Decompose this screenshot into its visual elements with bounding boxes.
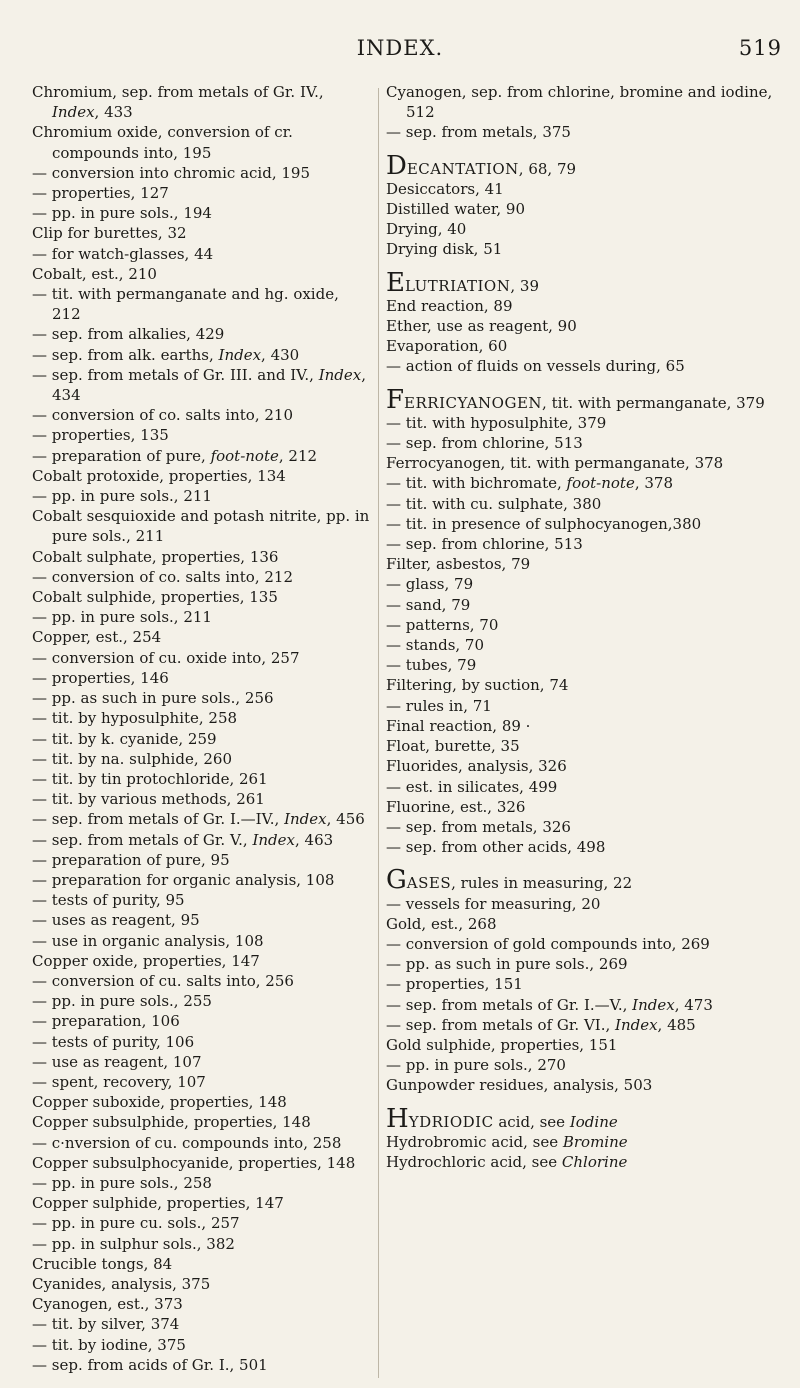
index-letter-section [386, 82, 784, 143]
index-entry: — preparation of pure, 95 [32, 850, 230, 869]
index-entry: Hydrobromic acid, see Bromine [386, 1132, 628, 1151]
index-entry: Gunpowder residues, analysis, 503 [386, 1076, 653, 1095]
index-entry: — sep. from metals of Gr. III. and IV., Index, 434 [32, 365, 366, 405]
index-entry: — tit. by k. cyanide, 259 [32, 729, 217, 748]
index-entry: Cobalt sesquioxide and potash nitrite, pp. in pure sols., 211 [32, 507, 370, 546]
index-letter-section [386, 384, 784, 858]
index-entry: — glass, 79 [386, 575, 474, 594]
index-entry: — conversion of co. salts into, 212 [32, 567, 294, 586]
index-entry: Cyanogen, est., 373 [32, 1295, 183, 1314]
index-entry: DECANTATION, 68, 79 [386, 150, 577, 181]
index-entry: — sep. from metals, 375 [386, 123, 571, 142]
index-entry: — pp. in pure sols., 211 [32, 608, 212, 627]
index-entry: — sep. from metals of Gr. V., Index, 463 [32, 830, 334, 849]
index-entry: — use as reagent, 107 [32, 1052, 202, 1071]
index-entry: Fluorides, analysis, 326 [386, 757, 567, 776]
index-entry: Copper sulphide, properties, 147 [32, 1194, 284, 1213]
index-entry: Evaporation, 60 [386, 337, 508, 356]
index-entry: — conversion of co. salts into, 210 [32, 406, 294, 425]
index-entry: — pp. in pure cu. sols., 257 [32, 1214, 240, 1233]
index-entry: — tests of purity, 106 [32, 1032, 195, 1051]
index-entry: Copper subsulphide, properties, 148 [32, 1113, 311, 1132]
index-entry: — tit. by iodine, 375 [32, 1335, 186, 1354]
index-entry: Clip for burettes, 32 [32, 224, 187, 243]
index-entry: — tests of purity, 95 [32, 891, 185, 910]
index-entry: ELUTRIATION, 39 [386, 267, 539, 298]
index-entry: — sep. from alk. earths, Index, 430 [32, 345, 300, 364]
index-letter-section [386, 267, 784, 377]
index-entry: — patterns, 70 [386, 615, 499, 634]
index-entry: — sep. from chlorine, 513 [386, 535, 583, 554]
index-letter-section [386, 150, 784, 260]
index-entry: — stands, 70 [386, 636, 485, 655]
index-entry: Filter, asbestos, 79 [386, 555, 531, 574]
index-entry: Ether, use as reagent, 90 [386, 317, 577, 336]
index-entry: Fluorine, est., 326 [386, 797, 526, 816]
index-entry: FERRICYANOGEN, tit. with permanganate, 379 [386, 384, 765, 415]
index-entry: Copper subsulphocyanide, properties, 148 [32, 1153, 356, 1172]
index-entry: — sep. from chlorine, 513 [386, 434, 583, 453]
index-entry: — for watch-glasses, 44 [32, 244, 214, 263]
index-entry: Copper oxide, properties, 147 [32, 951, 260, 970]
index-entry: — sep. from metals, 326 [386, 817, 571, 836]
index-entry: HYDRIODIC acid, see Iodine [386, 1103, 618, 1134]
index-entry: — sep. from acids of Gr. I., 501 [32, 1355, 268, 1374]
index-entry: Final reaction, 89 · [386, 716, 531, 735]
index-entry: Cyanides, analysis, 375 [32, 1274, 211, 1293]
index-entry: Hydrochloric acid, see Chlorine [386, 1152, 628, 1171]
left-index-column [32, 82, 370, 1375]
index-entry: — spent, recovery, 107 [32, 1072, 206, 1091]
index-entry: — pp. in pure sols., 255 [32, 992, 212, 1011]
index-entry: Cobalt sulphate, properties, 136 [32, 547, 279, 566]
index-entry: — preparation for organic analysis, 108 [32, 870, 335, 889]
index-entry: — tit. by various methods, 261 [32, 790, 265, 809]
index-entry: — conversion of cu. oxide into, 257 [32, 648, 300, 667]
index-entry: — preparation, 106 [32, 1012, 180, 1031]
index-entry: Cobalt, est., 210 [32, 264, 157, 283]
index-entry: — tubes, 79 [386, 656, 477, 675]
index-entry: — sep. from alkalies, 429 [32, 325, 225, 344]
index-entry: Float, burette, 35 [386, 737, 520, 756]
index-entry: — tit. by na. sulphide, 260 [32, 749, 233, 768]
right-index-column [386, 82, 784, 1172]
index-entry: — action of fluids on vessels during, 65 [386, 357, 685, 376]
index-entry: — properties, 135 [32, 426, 169, 445]
index-entry: Cobalt sulphide, properties, 135 [32, 588, 278, 607]
index-entry: — properties, 146 [32, 668, 169, 687]
index-entry: — uses as reagent, 95 [32, 911, 200, 930]
running-head-title: INDEX. [356, 36, 444, 60]
index-entry: Copper, est., 254 [32, 628, 162, 647]
index-entry: — tit. with bichromate, foot-note, 378 [386, 474, 674, 493]
index-entry: — tit. by silver, 374 [32, 1315, 180, 1334]
page-number: 519 [738, 36, 782, 60]
index-letter-section [386, 1103, 784, 1173]
index-entry: — conversion of cu. salts into, 256 [32, 971, 294, 990]
index-entry: — tit. with cu. sulphate, 380 [386, 494, 602, 513]
index-entry: — pp. in pure sols., 211 [32, 487, 212, 506]
index-entry: Drying, 40 [386, 220, 467, 239]
index-entry: Ferrocyanogen, tit. with permanganate, 378 [386, 454, 724, 473]
index-entry: Gold sulphide, properties, 151 [386, 1035, 618, 1054]
index-entry: — properties, 151 [386, 975, 523, 994]
index-entry: GASES, rules in measuring, 22 [386, 865, 633, 896]
index-entry: Gold, est., 268 [386, 914, 497, 933]
index-entry: Desiccators, 41 [386, 179, 504, 198]
index-entry: Filtering, by suction, 74 [386, 676, 569, 695]
index-entry: — pp. in pure sols., 194 [32, 204, 212, 223]
column-divider [378, 88, 379, 1378]
index-entry: — sep. from metals of Gr. I.—V., Index, 473 [386, 995, 713, 1014]
index-entry: — preparation of pure, foot-note, 212 [32, 446, 318, 465]
index-entry: — pp. as such in pure sols., 269 [386, 955, 628, 974]
index-entry: — tit. with hyposulphite, 379 [386, 413, 607, 432]
index-letter-section [386, 865, 784, 1095]
index-entry: — sep. from other acids, 498 [386, 838, 606, 857]
index-entry: — properties, 127 [32, 184, 169, 203]
index-entry: Drying disk, 51 [386, 240, 503, 259]
index-entry: End reaction, 89 [386, 296, 513, 315]
index-entry: — pp. as such in pure sols., 256 [32, 689, 274, 708]
index-entry: — tit. with permanganate and hg. oxide, 212 [32, 285, 339, 324]
index-entry: — pp. in pure sols., 258 [32, 1173, 212, 1192]
index-entry: Distilled water, 90 [386, 200, 526, 219]
index-entry: — tit. by hyposulphite, 258 [32, 709, 238, 728]
index-entry: — rules in, 71 [386, 696, 492, 715]
index-entry: Crucible tongs, 84 [32, 1254, 173, 1273]
index-entry: — pp. in pure sols., 270 [386, 1056, 566, 1075]
index-entry: — tit. in presence of sulphocyanogen,380 [386, 514, 702, 533]
index-entry: — tit. by tin protochloride, 261 [32, 769, 268, 788]
index-entry: Chromium oxide, conversion of cr. compounds into, 195 [32, 123, 293, 162]
index-entry: — sep. from metals of Gr. VI., Index, 485 [386, 1015, 696, 1034]
index-entry: — conversion into chromic acid, 195 [32, 163, 310, 182]
index-entry: — sep. from metals of Gr. I.—IV., Index, 456 [32, 810, 365, 829]
index-entry: — est. in silicates, 499 [386, 777, 558, 796]
index-entry: Cobalt protoxide, properties, 134 [32, 466, 286, 485]
index-entry: — conversion of gold compounds into, 269 [386, 934, 710, 953]
index-entry: — sand, 79 [386, 595, 471, 614]
running-head [0, 36, 800, 64]
index-entry: — pp. in sulphur sols., 382 [32, 1234, 235, 1253]
index-entry: — c·nversion of cu. compounds into, 258 [32, 1133, 342, 1152]
index-entry: Cyanogen, sep. from chlorine, bromine and iodine, 512 [386, 83, 773, 122]
index-entry: — use in organic analysis, 108 [32, 931, 264, 950]
index-entry: — vessels for measuring, 20 [386, 894, 601, 913]
index-entry: Copper suboxide, properties, 148 [32, 1093, 287, 1112]
index-entry: Chromium, sep. from metals of Gr. IV., Index, 433 [32, 83, 324, 122]
